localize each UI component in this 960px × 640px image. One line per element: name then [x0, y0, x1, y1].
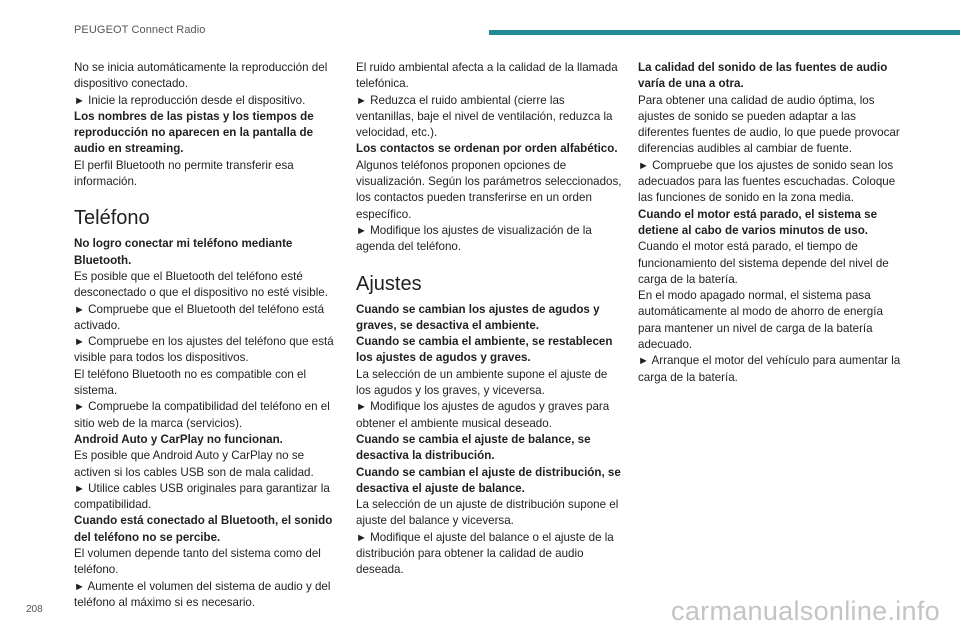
action-paragraph: [356, 530, 624, 579]
bullet-arrow-icon: ►: [638, 159, 649, 172]
problem-heading: Los contactos se ordenan por orden alfabético.: [356, 142, 618, 156]
paragraph: El teléfono Bluetooth no es compatible con el sistema.: [74, 367, 307, 398]
action-text: Compruebe que los ajustes de sonido sean los adecuados para las fuentes escuchadas. Coloque las funciones de sonido en la zona media.: [638, 158, 896, 205]
bullet-arrow-icon: ►: [74, 94, 85, 107]
action-paragraph: [74, 579, 342, 612]
action-paragraph: [638, 353, 906, 386]
column-3: [638, 60, 906, 386]
paragraph: Cuando el motor está parado, el tiempo de funcionamiento del sistema depende del nivel de carga de la batería.: [638, 240, 889, 286]
paragraph: La selección de un ajuste de distribución supone el ajuste del balance y viceversa.: [356, 498, 619, 528]
watermark: carmanualsonline.info: [671, 596, 940, 626]
bullet-arrow-icon: ►: [74, 336, 85, 349]
problem-heading: Cuando se cambian los ajustes de agudos y graves, se desactiva el ambiente.: [356, 302, 600, 332]
section-heading-telefono: Teléfono: [74, 207, 150, 230]
header-accent-bar: [489, 30, 960, 35]
paragraph: No se inicia automáticamente la reproducción del dispositivo conectado.: [74, 61, 328, 91]
action-paragraph: [356, 223, 624, 256]
problem-heading: Los nombres de las pistas y los tiempos de reproducción no aparecen en la pantalla de audio en streaming.: [74, 109, 314, 156]
action-text: Compruebe la compatibilidad del teléfono en el sitio web de la marca (servicios).: [74, 400, 330, 430]
action-text: Utilice cables USB originales para garantizar la compatibilidad.: [74, 481, 330, 512]
column-1: [74, 60, 342, 611]
problem-heading: La calidad del sonido de las fuentes de audio varía de una a otra.: [638, 61, 888, 91]
paragraph: Para obtener una calidad de audio óptima, los ajustes de sonido se pueden adaptar a las diferentes fuentes de audio, lo que puede provocar diferencias audibles al cambiar de fuente.: [638, 93, 900, 156]
paragraph: Es posible que el Bluetooth del teléfono esté desconectado o que el dispositivo no esté visible.: [74, 269, 328, 300]
action-text: Compruebe en los ajustes del teléfono que está visible para todos los dispositivos.: [74, 335, 334, 365]
section-heading-ajustes: Ajustes: [356, 272, 422, 295]
problem-heading: Android Auto y CarPlay no funcionan.: [74, 432, 283, 446]
action-paragraph: [74, 93, 342, 109]
bullet-arrow-icon: ►: [74, 580, 85, 593]
paragraph: Es posible que Android Auto y CarPlay no se activen si los cables USB son de mala calidad.: [74, 449, 314, 479]
action-paragraph: [356, 93, 624, 142]
action-text: Arranque el motor del vehículo para aumentar la carga de la batería.: [638, 354, 901, 384]
action-paragraph: [74, 302, 342, 335]
bullet-arrow-icon: ►: [74, 401, 85, 414]
action-text: Modifique los ajustes de visualización de la agenda del teléfono.: [356, 223, 592, 254]
action-text: Modifique el ajuste del balance o el ajuste de la distribución para obtener la calidad de audio deseada.: [356, 530, 614, 577]
paragraph: La selección de un ambiente supone el ajuste de los agudos y los graves, y viceversa.: [356, 367, 608, 398]
problem-heading: Cuando se cambia el ajuste de balance, se desactiva la distribución.: [356, 432, 591, 463]
action-paragraph: [356, 399, 624, 432]
bullet-arrow-icon: ►: [356, 531, 367, 544]
action-text: Reduzca el ruido ambiental (cierre las ventanillas, baje el nivel de ventilación, reduzca la velocidad, etc.).: [356, 93, 613, 140]
action-text: Compruebe que el Bluetooth del teléfono está activado.: [74, 302, 325, 332]
bullet-arrow-icon: ►: [356, 401, 367, 414]
action-text: Inicie la reproducción desde el dispositivo.: [88, 93, 306, 107]
column-2: [356, 60, 624, 579]
action-paragraph: [638, 158, 906, 207]
bullet-arrow-icon: ►: [356, 224, 367, 237]
bullet-arrow-icon: ►: [74, 303, 85, 316]
action-paragraph: [74, 399, 342, 432]
problem-heading: Cuando se cambian el ajuste de distribución, se desactiva el ajuste de balance.: [356, 465, 621, 495]
bullet-arrow-icon: ►: [356, 94, 367, 107]
problem-heading: Cuando está conectado al Bluetooth, el sonido del teléfono no se percibe.: [74, 514, 333, 544]
paragraph: En el modo apagado normal, el sistema pasa automáticamente al modo de ahorro de energía para mantener un nivel de carga de la batería adecuado.: [638, 289, 883, 352]
action-text: Aumente el volumen del sistema de audio y del teléfono al máximo si es necesario.: [74, 579, 331, 609]
paragraph: El perfil Bluetooth no permite transferir esa información.: [74, 158, 294, 189]
action-text: Modifique los ajustes de agudos y graves para obtener el ambiente musical deseado.: [356, 400, 610, 430]
paragraph: El volumen depende tanto del sistema como del teléfono.: [74, 547, 321, 577]
problem-heading: Cuando el motor está parado, el sistema se detiene al cabo de varios minutos de uso.: [638, 207, 878, 237]
problem-heading: Cuando se cambia el ambiente, se restablecen los ajustes de agudos y graves.: [356, 335, 613, 365]
paragraph: Algunos teléfonos proponen opciones de visualización. Según los parámetros seleccionados, los contactos pueden transferirse en un orden específico.: [356, 158, 622, 221]
paragraph: El ruido ambiental afecta a la calidad de la llamada telefónica.: [356, 61, 618, 91]
action-paragraph: [74, 334, 342, 367]
action-paragraph: [74, 481, 342, 514]
page-number: 208: [26, 604, 43, 615]
bullet-arrow-icon: ►: [638, 355, 649, 368]
problem-heading: No logro conectar mi teléfono mediante Bluetooth.: [74, 237, 293, 267]
running-header-title: PEUGEOT Connect Radio: [74, 24, 206, 36]
bullet-arrow-icon: ►: [74, 482, 85, 495]
